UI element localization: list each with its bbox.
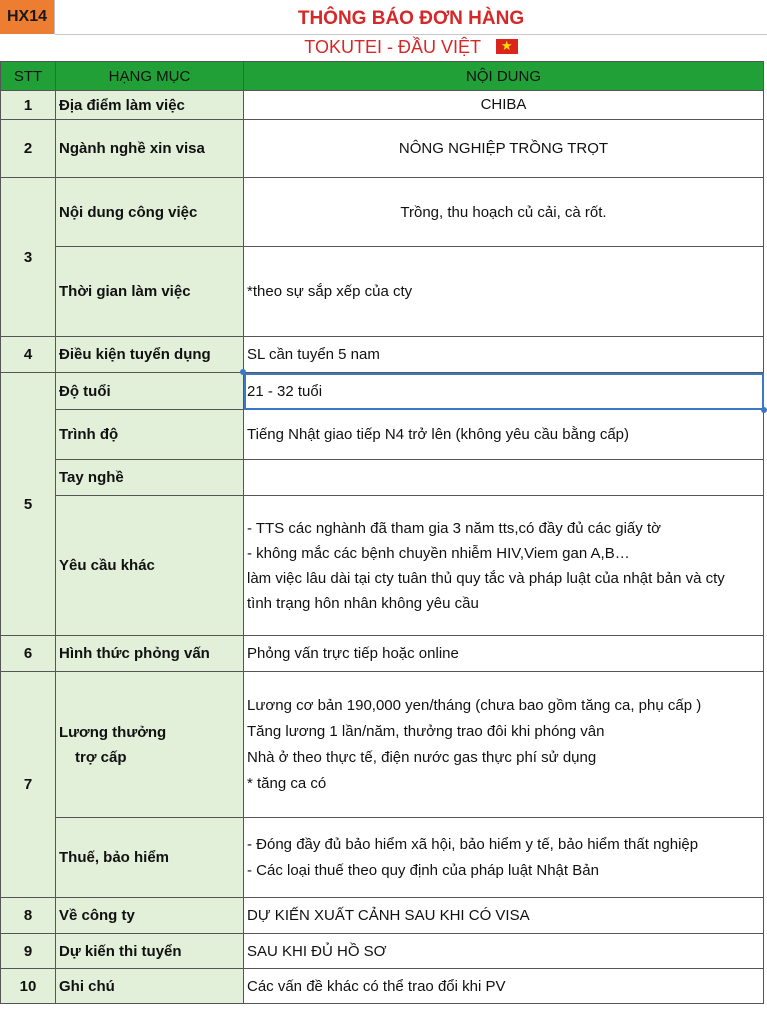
selection-handle[interactable]: [240, 369, 246, 375]
selection-handle[interactable]: [761, 407, 767, 413]
vietnam-flag-icon: [496, 39, 518, 54]
row-number[interactable]: 6: [1, 636, 56, 672]
row-number[interactable]: 4: [1, 337, 56, 373]
text-line: - không mắc các bệnh chuyền nhiễm HIV,Viem gan A,B…: [247, 544, 630, 562]
row-value[interactable]: [244, 818, 764, 898]
row-value[interactable]: *theo sự sắp xếp của cty: [244, 247, 764, 337]
table-row: [1, 410, 764, 460]
page-subtitle: [55, 37, 767, 58]
row-number[interactable]: 9: [1, 934, 56, 969]
table-row: [1, 672, 764, 818]
row-value[interactable]: Trồng, thu hoạch củ cải, cà rốt.: [244, 178, 764, 247]
row-label[interactable]: Điều kiện tuyển dụng: [56, 337, 244, 373]
table-row: [1, 373, 764, 410]
subtitle-text: TOKUTEI - ĐẦU VIỆT: [304, 37, 481, 57]
row-label[interactable]: Về công ty: [56, 898, 244, 934]
text-line: làm việc lâu dài tại cty tuân thủ quy tắc và pháp luật của nhật bản và cty: [247, 569, 725, 587]
table-row: [1, 898, 764, 934]
row-label[interactable]: Nội dung công việc: [56, 178, 244, 247]
row-value[interactable]: SAU KHI ĐỦ HỒ SƠ: [244, 934, 764, 969]
column-header-content[interactable]: NỘI DUNG: [244, 62, 764, 91]
table-row: [1, 247, 764, 337]
label-line: trợ cấp: [75, 748, 127, 766]
row-label[interactable]: Ghi chú: [56, 969, 244, 1004]
row-value[interactable]: CHIBA: [244, 91, 764, 120]
row-value[interactable]: [244, 672, 764, 818]
table-row: [1, 460, 764, 496]
row-number[interactable]: 8: [1, 898, 56, 934]
row-label[interactable]: Địa điểm làm việc: [56, 91, 244, 120]
order-table: [0, 61, 764, 1004]
column-header-stt[interactable]: STT: [1, 62, 56, 91]
row-label[interactable]: Thuế, bảo hiểm: [56, 818, 244, 898]
text-line: - TTS các nghành đã tham gia 3 năm tts,có đầy đủ các giấy tờ: [247, 519, 661, 537]
label-line: Lương thưởng: [59, 723, 167, 741]
text-line: - Đóng đầy đủ bảo hiểm xã hội, bảo hiểm y tế, bảo hiểm thất nghiệp: [247, 836, 699, 853]
row-number[interactable]: 10: [1, 969, 56, 1004]
header-row: [1, 62, 764, 91]
row-value[interactable]: [244, 496, 764, 636]
row-label[interactable]: Trình độ: [56, 410, 244, 460]
row-label[interactable]: [56, 672, 244, 818]
gridline: [55, 34, 767, 35]
text-line: Tăng lương 1 lần/năm, thưởng trao đôi khi phóng vân: [247, 723, 605, 740]
row-number[interactable]: 2: [1, 120, 56, 178]
text-line: Nhà ở theo thực tế, điện nước gas thực phí sử dụng: [247, 749, 597, 766]
row-number[interactable]: 1: [1, 91, 56, 120]
selected-cell[interactable]: [244, 373, 764, 410]
text-line: * tăng ca có: [247, 775, 327, 792]
row-value[interactable]: DỰ KIẾN XUẤT CẢNH SAU KHI CÓ VISA: [244, 898, 764, 934]
row-number[interactable]: 7: [1, 672, 56, 898]
row-number[interactable]: 5: [1, 373, 56, 636]
table-row: [1, 818, 764, 898]
table-row: [1, 120, 764, 178]
flag-star: ★: [500, 37, 513, 53]
row-label[interactable]: Thời gian làm việc: [56, 247, 244, 337]
row-number[interactable]: 3: [1, 178, 56, 337]
table-row: [1, 337, 764, 373]
table-row: [1, 496, 764, 636]
text-line: Lương cơ bản 190,000 yen/tháng (chưa bao gồm tăng ca, phụ cấp ): [247, 697, 702, 714]
column-header-category[interactable]: HẠNG MỤC: [56, 62, 244, 91]
row-value[interactable]: Tiếng Nhật giao tiếp N4 trở lên (không yêu cầu bằng cấp): [244, 410, 764, 460]
table-row: [1, 934, 764, 969]
row-label[interactable]: Tay nghề: [56, 460, 244, 496]
row-value[interactable]: [244, 460, 764, 496]
code-cell[interactable]: HX14: [0, 0, 55, 34]
row-label[interactable]: Ngành nghề xin visa: [56, 120, 244, 178]
text-line: - Các loại thuế theo quy định của pháp luật Nhật Bản: [247, 862, 599, 879]
page-title: THÔNG BÁO ĐƠN HÀNG: [297, 8, 525, 29]
table-row: [1, 969, 764, 1004]
row-value[interactable]: NÔNG NGHIỆP TRỒNG TRỌT: [244, 120, 764, 178]
row-label[interactable]: Độ tuổi: [56, 373, 244, 410]
row-value[interactable]: Phỏng vấn trực tiếp hoặc online: [244, 636, 764, 672]
table-row: [1, 636, 764, 672]
title-block: [55, 0, 767, 62]
row-value[interactable]: Các vấn đề khác có thể trao đổi khi PV: [244, 969, 764, 1004]
row-label[interactable]: Hình thức phỏng vấn: [56, 636, 244, 672]
row-value[interactable]: SL cần tuyển 5 nam: [244, 337, 764, 373]
row-label[interactable]: Dự kiến thi tuyển: [56, 934, 244, 969]
row-value: 21 - 32 tuổi: [247, 382, 323, 400]
text-line: tình trạng hôn nhân không yêu cầu: [247, 594, 479, 612]
table-row: [1, 178, 764, 247]
row-label[interactable]: Yêu cầu khác: [56, 496, 244, 636]
table-row: [1, 91, 764, 120]
